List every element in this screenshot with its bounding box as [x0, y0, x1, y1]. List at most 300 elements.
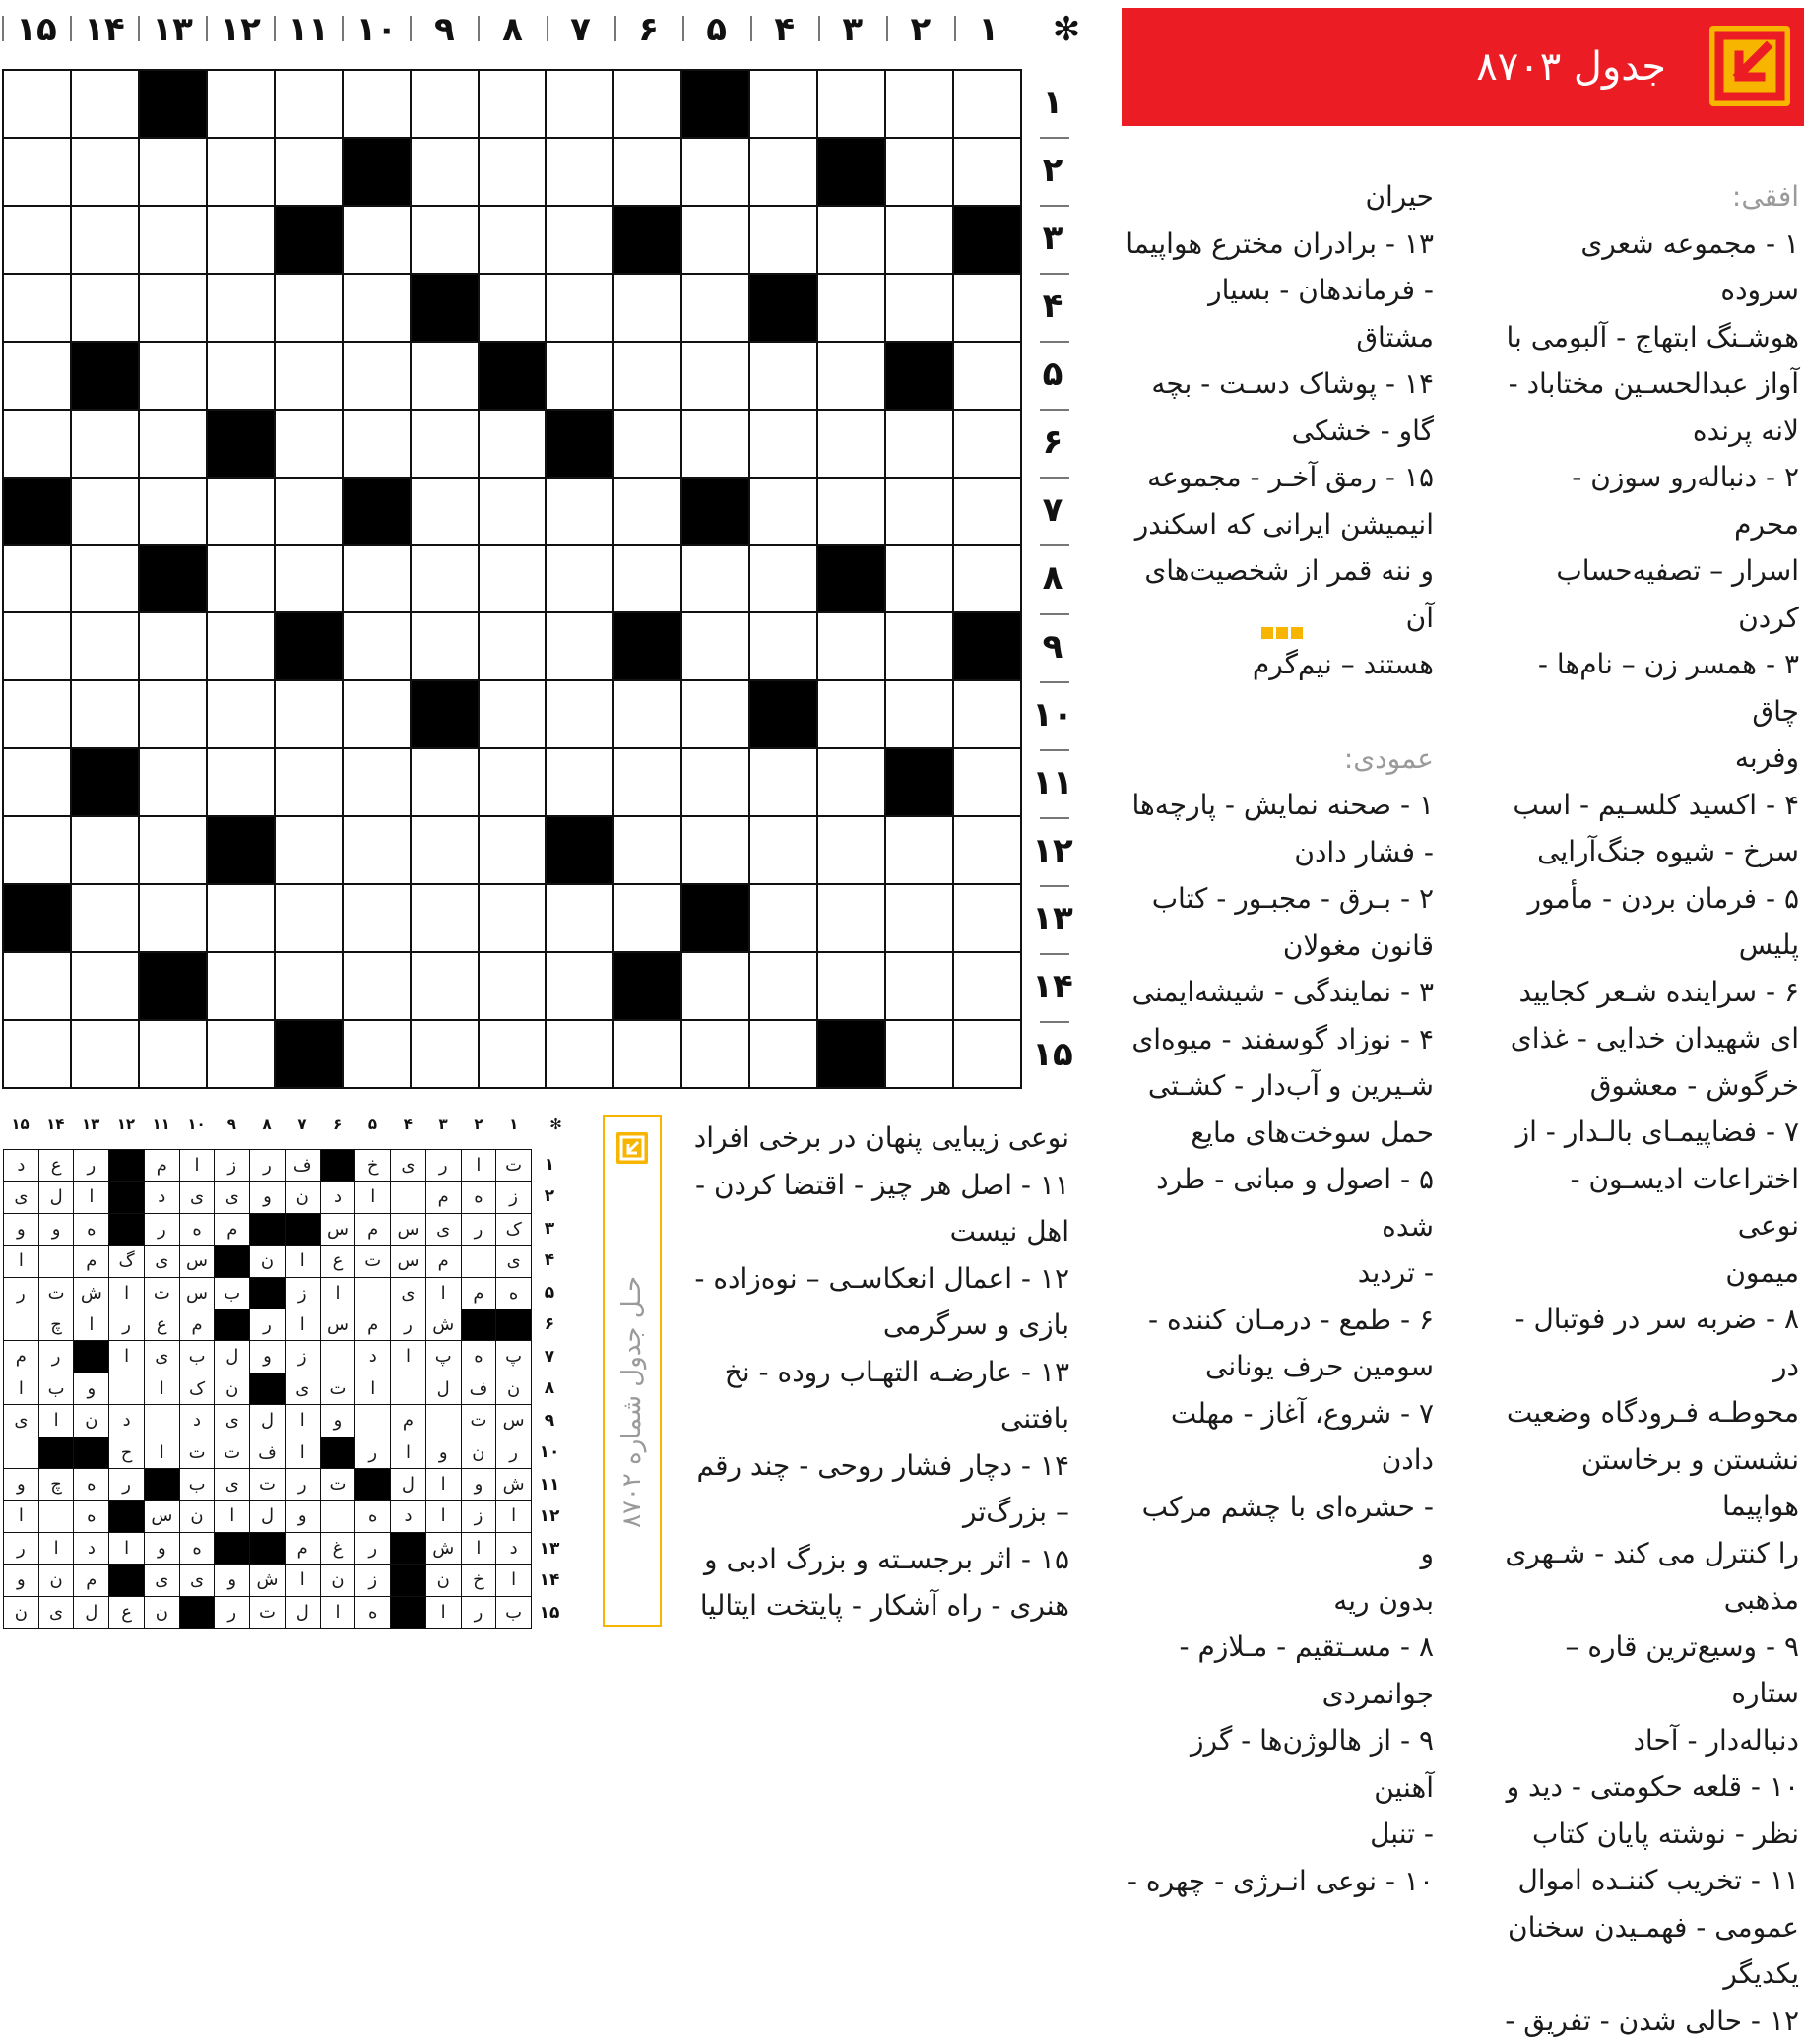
grid-cell[interactable] [4, 953, 70, 1019]
clue-line: ۳ - همسر زن – نام‌ها - چاق [1502, 641, 1799, 735]
column-number: ۱۰ [342, 4, 411, 55]
grid-cell[interactable] [954, 479, 1020, 544]
grid-cell[interactable] [208, 546, 274, 612]
grid-cell[interactable] [276, 139, 342, 205]
black-cell [682, 71, 748, 137]
clue-line: اسرار – تصفیه‌حساب کردن [1502, 547, 1799, 641]
grid-cell[interactable] [886, 546, 952, 612]
black-cell [4, 885, 70, 951]
solution-column-number: ۱۵ [3, 1111, 37, 1138]
grid-cell[interactable] [750, 207, 816, 273]
solution-cell: ه [180, 1214, 215, 1245]
grid-cell[interactable] [412, 817, 478, 883]
column-number: ۷ [547, 4, 615, 55]
grid-cell[interactable] [750, 953, 816, 1019]
solution-cell: ف [250, 1437, 285, 1468]
clue-line: دنباله‌دار - آحاد [1502, 1717, 1799, 1764]
solution-black-cell [215, 1533, 249, 1564]
solution-cell: ت [145, 1278, 179, 1309]
clue-line: ۷ - فضاپیمـای بالـدار - از [1502, 1109, 1799, 1156]
solution-cell: ر [145, 1214, 179, 1245]
grid-cell[interactable] [140, 275, 206, 341]
grid-cell[interactable] [140, 411, 206, 477]
grid-cell[interactable] [72, 546, 138, 612]
grid-cell[interactable] [480, 817, 546, 883]
solution-cell: و [4, 1565, 38, 1595]
grid-cell[interactable] [72, 275, 138, 341]
column-number: ۱۵ [2, 4, 71, 55]
grid-cell[interactable] [614, 681, 680, 747]
grid-cell[interactable] [480, 885, 546, 951]
grid-cell[interactable] [4, 207, 70, 273]
grid-cell[interactable] [276, 275, 342, 341]
grid-cell[interactable] [412, 1021, 478, 1087]
grid-cell[interactable] [72, 207, 138, 273]
solution-cell: د [391, 1501, 425, 1531]
grid-cell[interactable] [818, 681, 884, 747]
solution-cell: ر [109, 1309, 144, 1340]
grid-cell[interactable] [480, 411, 546, 477]
solution-cell: س [496, 1405, 531, 1436]
solution-cell: ه [180, 1533, 215, 1564]
grid-cell[interactable] [480, 613, 546, 679]
grid-cell[interactable] [954, 71, 1020, 137]
grid-cell[interactable] [750, 343, 816, 409]
solution-cell: و [250, 1182, 285, 1212]
row-number: ۳ [1024, 205, 1081, 273]
solution-cell: ت [180, 1437, 215, 1468]
row-number: ۸ [1024, 544, 1081, 612]
grid-cell[interactable] [886, 479, 952, 544]
grid-cell[interactable] [818, 411, 884, 477]
solution-cell: س [391, 1246, 425, 1276]
grid-cell[interactable] [344, 207, 410, 273]
grid-cell[interactable] [344, 681, 410, 747]
grid-cell[interactable] [344, 275, 410, 341]
grid-cell[interactable] [4, 139, 70, 205]
grid-cell[interactable] [344, 749, 410, 815]
grid-cell[interactable] [614, 71, 680, 137]
grid-cell[interactable] [886, 681, 952, 747]
solution-cell: ا [74, 1309, 108, 1340]
grid-cell[interactable] [818, 275, 884, 341]
grid-cell[interactable] [614, 885, 680, 951]
solution-cell: م [355, 1309, 390, 1340]
grid-cell[interactable] [208, 681, 274, 747]
grid-cell[interactable] [954, 343, 1020, 409]
grid-cell[interactable] [818, 343, 884, 409]
grid-cell[interactable] [412, 479, 478, 544]
row-number: ۲ [1024, 137, 1081, 205]
grid-cell[interactable] [750, 613, 816, 679]
grid-cell[interactable] [682, 139, 748, 205]
grid-cell[interactable] [818, 817, 884, 883]
grid-cell[interactable] [614, 139, 680, 205]
grid-cell[interactable] [682, 749, 748, 815]
grid-cell[interactable] [72, 953, 138, 1019]
grid-cell[interactable] [412, 613, 478, 679]
solution-row-number: ۱۱ [534, 1469, 565, 1501]
grid-cell[interactable] [682, 1021, 748, 1087]
grid-cell[interactable] [682, 207, 748, 273]
solution-column-number: ۲ [461, 1111, 495, 1138]
solution-cell: و [74, 1373, 108, 1404]
grid-cell[interactable] [818, 749, 884, 815]
black-cell [886, 749, 952, 815]
solution-cell: ا [496, 1565, 531, 1595]
solution-black-cell [180, 1597, 215, 1628]
grid-cell[interactable] [72, 817, 138, 883]
grid-cell[interactable] [344, 343, 410, 409]
grid-cell[interactable] [547, 71, 612, 137]
grid-cell[interactable] [72, 71, 138, 137]
grid-cell[interactable] [886, 207, 952, 273]
solution-cell: ت [462, 1405, 496, 1436]
grid-cell[interactable] [140, 207, 206, 273]
black-cell [682, 885, 748, 951]
grid-cell[interactable] [72, 411, 138, 477]
grid-cell[interactable] [750, 411, 816, 477]
solution-cell: ب [215, 1278, 249, 1309]
grid-cell[interactable] [208, 343, 274, 409]
grid-cell[interactable] [614, 749, 680, 815]
grid-cell[interactable] [208, 613, 274, 679]
grid-cell[interactable] [208, 885, 274, 951]
grid-cell[interactable] [547, 613, 612, 679]
grid-cell[interactable] [480, 275, 546, 341]
solution-cell: ه [355, 1501, 390, 1531]
clue-line: جوانمردی [1123, 1671, 1434, 1718]
solution-cell: ت [321, 1373, 355, 1404]
grid-cell[interactable] [208, 71, 274, 137]
clue-line: ۴ - اکسید کلسـیم - اسب [1502, 782, 1799, 829]
clue-line: ۴ - نوزاد گوسفند - میوه‌ای [1123, 1016, 1434, 1063]
clue-line: - فشار دادن [1123, 829, 1434, 876]
grid-cell[interactable] [412, 207, 478, 273]
grid-cell[interactable] [4, 749, 70, 815]
clue-line: میمون [1502, 1249, 1799, 1297]
grid-cell[interactable] [682, 953, 748, 1019]
grid-cell[interactable] [547, 749, 612, 815]
grid-cell[interactable] [276, 681, 342, 747]
grid-cell[interactable] [208, 479, 274, 544]
grid-cell[interactable] [750, 749, 816, 815]
solution-column-number: ۱۴ [38, 1111, 73, 1138]
clue-line: ۱۴ - پوشاک دسـت - بچه [1123, 360, 1434, 408]
grid-cell[interactable] [4, 613, 70, 679]
grid-cell[interactable] [614, 275, 680, 341]
clue-line: هستند – نیم‌گرم [1123, 641, 1434, 688]
grid-cell[interactable] [750, 546, 816, 612]
clue-line: ۱ - صحنه نمایش - پارچه‌ها [1123, 782, 1434, 829]
solution-label-box [603, 1115, 662, 1627]
grid-cell[interactable] [480, 139, 546, 205]
grid-cell[interactable] [480, 207, 546, 273]
grid-cell[interactable] [344, 953, 410, 1019]
solution-cell: م [426, 1246, 461, 1276]
grid-cell[interactable] [818, 71, 884, 137]
grid-cell[interactable] [750, 479, 816, 544]
solution-black-cell [321, 1150, 355, 1181]
grid-cell[interactable] [750, 1021, 816, 1087]
grid-cell[interactable] [954, 749, 1020, 815]
grid-cell[interactable] [140, 139, 206, 205]
black-cell [140, 546, 206, 612]
solution-cell: م [462, 1278, 496, 1309]
solution-cell [39, 1501, 74, 1531]
grid-cell[interactable] [72, 613, 138, 679]
grid-cell[interactable] [547, 207, 612, 273]
grid-cell[interactable] [614, 1021, 680, 1087]
grid-cell[interactable] [818, 479, 884, 544]
grid-cell[interactable] [140, 681, 206, 747]
solution-cell: ا [180, 1150, 215, 1181]
solution-column-numbers [3, 1111, 532, 1138]
grid-cell[interactable] [72, 139, 138, 205]
grid-cell[interactable] [614, 479, 680, 544]
grid-cell[interactable] [344, 885, 410, 951]
solution-cell: گ [109, 1246, 144, 1276]
row-number: ۱۲ [1024, 817, 1081, 885]
grid-cell[interactable] [4, 817, 70, 883]
grid-cell[interactable] [276, 885, 342, 951]
grid-cell[interactable] [412, 546, 478, 612]
grid-cell[interactable] [412, 411, 478, 477]
solution-grid [3, 1149, 532, 1629]
grid-cell[interactable] [750, 885, 816, 951]
grid-cell[interactable] [276, 749, 342, 815]
grid-cell[interactable] [547, 953, 612, 1019]
row-separator [1040, 885, 1069, 887]
grid-cell[interactable] [4, 546, 70, 612]
grid-cell[interactable] [480, 546, 546, 612]
grid-cell[interactable] [547, 546, 612, 612]
grid-cell[interactable] [547, 139, 612, 205]
black-cell [547, 817, 612, 883]
solution-row-number: ۱۴ [534, 1565, 565, 1596]
solution-cell: د [109, 1405, 144, 1436]
solution-black-cell [109, 1565, 144, 1595]
solution-cell: ل [286, 1597, 320, 1628]
grid-cell[interactable] [140, 1021, 206, 1087]
solution-cell: ا [321, 1597, 355, 1628]
clue-line: نشستن و برخاستن هواپیما [1502, 1437, 1799, 1530]
grid-cell[interactable] [818, 207, 884, 273]
grid-cell[interactable] [140, 343, 206, 409]
solution-cell: غ [321, 1533, 355, 1564]
grid-cell[interactable] [276, 411, 342, 477]
grid-cell[interactable] [480, 681, 546, 747]
grid-cell[interactable] [480, 71, 546, 137]
grid-cell[interactable] [750, 139, 816, 205]
solution-cell: ح [109, 1437, 144, 1468]
grid-cell[interactable] [886, 71, 952, 137]
grid-cell[interactable] [886, 953, 952, 1019]
grid-cell[interactable] [4, 275, 70, 341]
black-cell [480, 343, 546, 409]
grid-cell[interactable] [682, 817, 748, 883]
vertical-clue-lines-continued [689, 1115, 1069, 1629]
row-separator [1040, 341, 1069, 343]
grid-cell[interactable] [818, 953, 884, 1019]
grid-cell[interactable] [140, 817, 206, 883]
grid-cell[interactable] [140, 885, 206, 951]
solution-cell: ز [286, 1278, 320, 1309]
grid-cell[interactable] [954, 275, 1020, 341]
grid-cell[interactable] [954, 681, 1020, 747]
row-separator [1040, 953, 1069, 955]
grid-cell[interactable] [344, 546, 410, 612]
grid-cell[interactable] [954, 885, 1020, 951]
grid-cell[interactable] [412, 71, 478, 137]
grid-cell[interactable] [208, 749, 274, 815]
crossword-grid [2, 69, 1022, 1089]
grid-cell[interactable] [818, 885, 884, 951]
grid-cell[interactable] [72, 1021, 138, 1087]
grid-cell[interactable] [954, 953, 1020, 1019]
grid-cell[interactable] [886, 275, 952, 341]
solution-cell: ز [355, 1565, 390, 1595]
grid-cell[interactable] [682, 275, 748, 341]
grid-cell[interactable] [682, 411, 748, 477]
grid-cell[interactable] [4, 1021, 70, 1087]
solution-cell [4, 1437, 38, 1468]
grid-cell[interactable] [344, 613, 410, 679]
clue-line: اختراعات ادیسـون - نوعی [1502, 1156, 1799, 1249]
grid-cell[interactable] [344, 71, 410, 137]
grid-cell[interactable] [614, 817, 680, 883]
grid-cell[interactable] [412, 749, 478, 815]
grid-cell[interactable] [547, 885, 612, 951]
solution-corner-symbol: ✻ [539, 1111, 573, 1138]
grid-cell[interactable] [818, 613, 884, 679]
grid-cell[interactable] [886, 411, 952, 477]
grid-cell[interactable] [344, 817, 410, 883]
solution-cell: ی [426, 1214, 461, 1245]
solution-cell: ر [215, 1597, 249, 1628]
grid-cell[interactable] [886, 817, 952, 883]
solution-black-cell [286, 1214, 320, 1245]
grid-cell[interactable] [682, 681, 748, 747]
solution-cell: ی [215, 1182, 249, 1212]
grid-cell[interactable] [614, 411, 680, 477]
grid-cell[interactable] [547, 681, 612, 747]
grid-cell[interactable] [954, 817, 1020, 883]
solution-cell: ا [39, 1533, 74, 1564]
grid-cell[interactable] [140, 613, 206, 679]
solution-cell: س [321, 1309, 355, 1340]
grid-cell[interactable] [208, 139, 274, 205]
grid-cell[interactable] [480, 953, 546, 1019]
grid-cell[interactable] [276, 817, 342, 883]
grid-cell[interactable] [886, 613, 952, 679]
solution-cell: ا [321, 1278, 355, 1309]
black-cell [750, 681, 816, 747]
grid-cell[interactable] [276, 479, 342, 544]
row-number: ۱۱ [1024, 749, 1081, 817]
black-cell [72, 343, 138, 409]
grid-cell[interactable] [4, 343, 70, 409]
grid-cell[interactable] [4, 681, 70, 747]
solution-row-number: ۴ [534, 1245, 565, 1276]
grid-cell[interactable] [344, 411, 410, 477]
grid-cell[interactable] [276, 953, 342, 1019]
row-separator [1040, 817, 1069, 819]
grid-cell[interactable] [140, 749, 206, 815]
grid-cell[interactable] [750, 817, 816, 883]
grid-cell[interactable] [276, 546, 342, 612]
grid-cell[interactable] [480, 1021, 546, 1087]
grid-cell[interactable] [276, 71, 342, 137]
solution-cell: ر [39, 1341, 74, 1372]
grid-cell[interactable] [682, 546, 748, 612]
grid-cell[interactable] [954, 139, 1020, 205]
grid-cell[interactable] [276, 343, 342, 409]
grid-cell[interactable] [208, 953, 274, 1019]
grid-cell[interactable] [886, 885, 952, 951]
solution-row-number: ۶ [534, 1309, 565, 1340]
grid-cell[interactable] [954, 546, 1020, 612]
solution-row-number: ۳ [534, 1213, 565, 1245]
grid-cell[interactable] [344, 1021, 410, 1087]
grid-cell[interactable] [682, 613, 748, 679]
solution-cell: ت [321, 1469, 355, 1500]
grid-cell[interactable] [4, 71, 70, 137]
solution-cell: ر [4, 1278, 38, 1309]
solution-black-cell [496, 1309, 531, 1340]
grid-cell[interactable] [412, 885, 478, 951]
solution-cell: م [74, 1246, 108, 1276]
grid-cell[interactable] [412, 953, 478, 1019]
clue-line: هوشـنگ ابتهاج - آلبومی با [1502, 314, 1799, 361]
grid-cell[interactable] [954, 411, 1020, 477]
grid-cell[interactable] [412, 139, 478, 205]
grid-cell[interactable] [547, 275, 612, 341]
solution-black-cell [391, 1565, 425, 1595]
solution-cell: ب [39, 1373, 74, 1404]
solution-cell: چ [39, 1309, 74, 1340]
row-separator [1040, 477, 1069, 479]
grid-cell[interactable] [208, 207, 274, 273]
solution-row-number: ۱۵ [534, 1597, 565, 1629]
grid-cell[interactable] [614, 546, 680, 612]
grid-cell[interactable] [614, 343, 680, 409]
grid-cell[interactable] [72, 885, 138, 951]
row-separator [1040, 544, 1069, 546]
grid-cell[interactable] [208, 275, 274, 341]
grid-cell[interactable] [72, 479, 138, 544]
grid-cell[interactable] [750, 71, 816, 137]
solution-black-cell [250, 1278, 285, 1309]
grid-cell[interactable] [480, 479, 546, 544]
solution-cell [355, 1405, 390, 1436]
grid-cell[interactable] [72, 681, 138, 747]
grid-cell[interactable] [547, 479, 612, 544]
grid-cell[interactable] [547, 343, 612, 409]
grid-cell[interactable] [547, 1021, 612, 1087]
grid-cell[interactable] [412, 343, 478, 409]
grid-cell[interactable] [954, 1021, 1020, 1087]
solution-cell: د [321, 1182, 355, 1212]
grid-cell[interactable] [682, 343, 748, 409]
grid-cell[interactable] [208, 1021, 274, 1087]
grid-cell[interactable] [4, 411, 70, 477]
grid-cell[interactable] [480, 749, 546, 815]
solution-cell: ت [250, 1597, 285, 1628]
grid-cell[interactable] [886, 1021, 952, 1087]
grid-cell[interactable] [886, 139, 952, 205]
grid-cell[interactable] [140, 479, 206, 544]
